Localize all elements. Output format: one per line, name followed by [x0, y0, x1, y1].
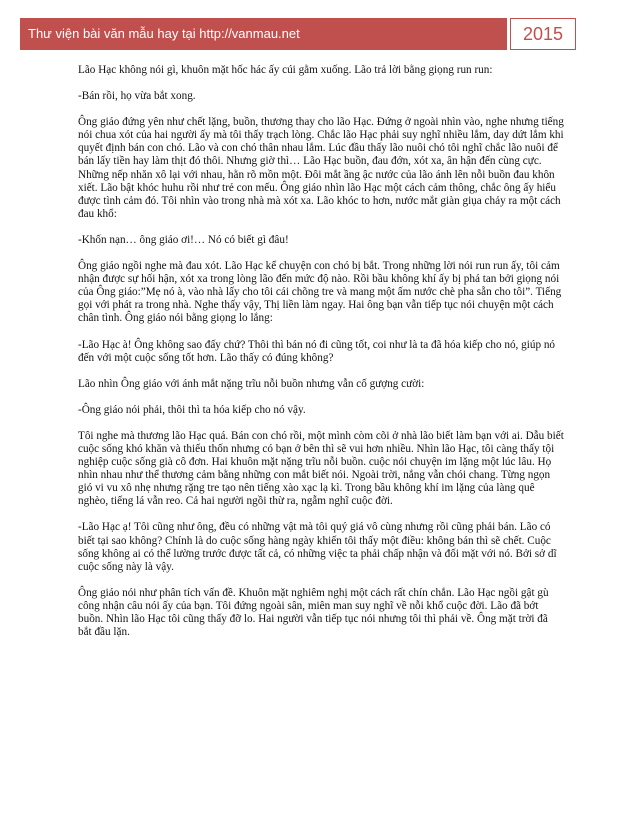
- paragraph: Ông giáo ngồi nghe mà đau xót. Lão Hạc kể chuyện con chó bị bắt. Trong những lời nói run run ấy, tôi cảm nhận được sự hối hận, xót xa trong lòng lão đến mức độ nào. Rồi bầu không khí ấy bị phá tan bởi giọng nói của Ông giáo:”Mẹ nó à, vào nhà lấy cho tôi cái chõng tre và mang một ấm nước chè pha sẵn cho tôi”. Tiếng gọi với phát ra trong nhà. Nghe thấy vậy, Thị liền làm ngay. Hai ông bạn vẫn tiếp tục nói chuyện một cách chân tình. Ông giáo nói bằng giọng lo lắng:: [78, 260, 562, 325]
- paragraph: -Ông giáo nói phải, thôi thì ta hóa kiếp cho nó vậy.: [78, 403, 306, 416]
- page-header: [20, 18, 576, 50]
- paragraph: -Lão Hạc à! Ông không sao đấy chứ? Thôi thì bán nó đi cũng tốt, coi như là ta đã hóa kiếp cho nó, giúp nó đến với một cuộc sống tốt hơn. Lão thấy có đúng không?: [78, 338, 556, 364]
- paragraph: Lão nhìn Ông giáo với ánh mắt nặng trĩu nỗi buồn nhưng vẫn cố gượng cười:: [78, 377, 425, 390]
- paragraph: -Khốn nạn… ông giáo ơi!… Nó có biết gì đâu!: [78, 233, 289, 246]
- paragraph: Ông giáo đứng yên như chết lặng, buồn, thương thay cho lão Hạc. Đứng ở ngoài nhìn vào, nghe nhưng tiếng nói chua xót của hai người ấy mà tôi thấy trạch lòng. Chắc lão Hạc phải suy nghĩ nhiều lắm, day dứt lắm khi quyết định bán con chó. Lão và con chó thân nhau lắm. Lúc đầu thấy lão nuôi chó tôi nghĩ chắc lão nuôi để bán lấy tiền hay làm thịt đó thôi. Nhưng giờ thì… Lão Hạc buồn, đau đớn, xót xa, ân hận đến cùng cực. Những nếp nhăn xô lại với nhau, hằn rõ mồn một. Đôi mắt ầng ậc nước của lão ánh lên nỗi buồn đau khôn xiết. Lão bật khóc huhu rồi như trẻ con mếu. Ông giáo nhìn lão Hạc một cách cảm thông, chắc ông ấy hiểu được tình cảm đó. Tôi nhìn vào trong nhà mà xót xa. Lão khóc to hơn, nước mắt giàn giụa chảy ra một cách đau khổ:: [78, 116, 564, 220]
- document-body: [78, 64, 564, 652]
- header-year: 2015: [510, 18, 576, 50]
- paragraph: Tôi nghe mà thương lão Hạc quá. Bán con chó rồi, một mình còm cõi ở nhà lão biết làm bạn với ai. Dẫu biết cuộc sống khó khăn và thiếu thốn nhưng có bạn ở bên thì sẽ vui hơn nhiều. Nhìn lão Hạc, tôi càng thấy tội nghiệp cuộc sống già cô đơn. Hai khuôn mặt nặng trĩu nỗi buồn. cuộc nói chuyện im lặng một lúc lâu. Họ nhìn nhau như thể thương cảm bằng những con mắt biết nói. Ngoài trời, nắng vẫn chói chang. Từng ngọn gió vi vu xô nhẹ nhưng rặng tre tạo nên tiếng xào xạc lạ kì. Trong bầu không khí im lặng của làng quê nghèo, tiếng lá vẫn reo. Cả hai người ngồi thừ ra, ngẫm nghĩ cuộc đời.: [78, 429, 564, 508]
- paragraph: -Lão Hạc ạ! Tôi cũng như ông, đều có những vật mà tôi quý giá vô cùng nhưng rồi cũng phải bán. Lão có biết tại sao không? Chính là do cuộc sống hàng ngày khiến tôi thấy một điều: không bán thì sẽ chết. Cuộc sống không ai có thể lường trước được tất cả, có những việc ta phải chấp nhận và đối mặt với nó. Bởi sở dĩ cuộc sống này là vậy.: [78, 521, 557, 573]
- header-title: Thư viện bài văn mẫu hay tại http://vanmau.net: [20, 18, 507, 50]
- paragraph: Ông giáo nói như phân tích vấn đề. Khuôn mặt nghiêm nghị một cách rất chín chắn. Lão Hạc ngồi gật gù công nhận câu nói ấy của bạn. Tôi đứng ngoài sân, miên man suy nghĩ về nỗi khổ cuộc đời. Lão đã bớt buồn. Nhìn lão Hạc tôi cũng thấy đỡ lo. Hai người vẫn tiếp tục nói nhưng tôi thì phải về. Ông mặt trời đã bắt đầu lặn.: [78, 586, 549, 639]
- paragraph: -Bán rồi, họ vừa bắt xong.: [78, 90, 196, 103]
- paragraph: Lão Hạc không nói gì, khuôn mặt hốc hác ấy cúi gằm xuống. Lão trả lời bằng giọng run run:: [78, 64, 493, 76]
